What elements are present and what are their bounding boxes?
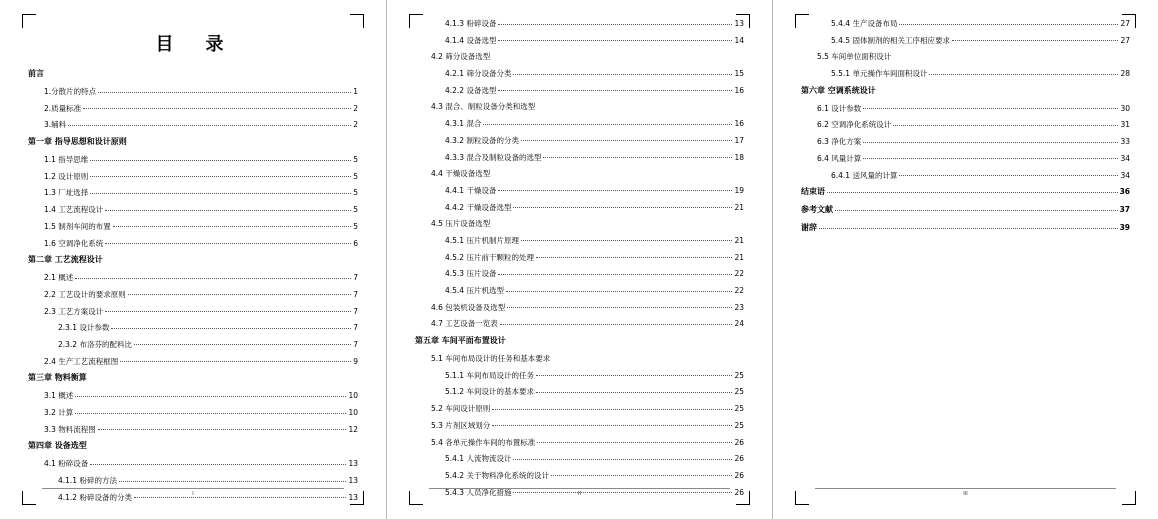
toc-dot-leader — [521, 138, 732, 141]
toc-entry-page-number: 21 — [734, 252, 744, 262]
toc-dot-leader — [90, 462, 346, 465]
toc-dot-leader — [89, 376, 356, 379]
toc-entry-page-number: 39 — [1119, 223, 1130, 233]
toc-entry-page-number: 13 — [348, 476, 358, 486]
toc-entry-label: 5.1 车间布局设计的任务和基本要求 — [431, 354, 551, 364]
toc-entry-label: 3.3 物料流程图 — [44, 424, 96, 434]
toc-dot-leader — [507, 305, 732, 308]
toc-entry-label: 4.4 干燥设备选型 — [431, 169, 491, 179]
toc-dot-leader — [90, 191, 351, 194]
toc-entry-page-number: 30 — [1120, 103, 1130, 113]
toc-entry-label: 4.1 粉碎设备 — [44, 459, 89, 469]
toc-entry-page-number: 12 — [348, 424, 358, 434]
toc-entry[interactable] — [801, 155, 1130, 163]
toc-entry-label: 3.辅料 — [44, 120, 67, 130]
toc-entry-label: 1.2 设计原则 — [44, 171, 89, 181]
toc-entry-page-number: 34 — [1120, 153, 1130, 163]
toc-entry-page-number: 2 — [353, 103, 358, 113]
toc-entry-page-number: 26 — [734, 454, 744, 464]
toc-dot-leader — [878, 88, 1128, 91]
toc-entry-label: 4.3.1 混合 — [445, 119, 482, 129]
toc-entry-label: 3.1 概述 — [44, 391, 74, 401]
toc-entry-label: 4.5.4 压片机选型 — [445, 286, 504, 295]
toc-dot-leader — [536, 390, 732, 393]
toc-dot-leader — [552, 357, 742, 360]
footer-rule — [42, 488, 343, 489]
toc-entry-page-number: 25 — [734, 404, 744, 414]
toc-entry-page-number: 13 — [348, 492, 358, 502]
toc-entry-page-number: 14 — [734, 35, 744, 45]
toc-entry-label: 5.2 车间设计原则 — [431, 404, 491, 414]
toc-dot-leader — [819, 226, 1118, 229]
toc-entry-label: 1.分散片的特点 — [44, 87, 97, 96]
toc-dot-leader — [498, 188, 732, 191]
toc-entry-page-number: 19 — [734, 185, 744, 195]
toc-entry-page-number: 22 — [734, 269, 744, 279]
toc-dot-leader — [863, 140, 1118, 143]
toc-dot-leader — [89, 444, 356, 447]
toc-list — [28, 70, 358, 501]
toc-entry-label: 2.质量标准 — [44, 103, 82, 113]
toc-entry-label: 4.3.3 混合及制粒设备的选型 — [445, 152, 542, 162]
footer-rule — [815, 488, 1115, 489]
toc-entry-page-number: 22 — [734, 286, 744, 295]
toc-entry[interactable] — [28, 223, 358, 231]
toc-entry[interactable] — [415, 220, 744, 228]
toc-dot-leader — [98, 427, 347, 430]
toc-entry-label: 第三章 物料衡算 — [28, 373, 87, 383]
toc-entry-label: 第四章 设备选型 — [28, 441, 87, 451]
toc-entry-page-number: 33 — [1120, 137, 1130, 147]
toc-dot-leader — [863, 156, 1118, 159]
toc-entry[interactable] — [801, 87, 1130, 95]
toc-entry-label: 5.4 各单元操作车间的布置标准 — [431, 437, 536, 447]
toc-entry-page-number: 1 — [353, 87, 358, 96]
toc-entry-page-number: 13 — [348, 459, 358, 469]
toc-dot-leader — [83, 106, 351, 109]
toc-entry[interactable] — [415, 87, 744, 95]
toc-entry-label: 4.2.1 筛分设备分类 — [445, 69, 512, 79]
toc-entry-label: 5.1.2 车间设计的基本要求 — [445, 387, 534, 397]
toc-entry[interactable] — [28, 442, 358, 450]
toc-entry[interactable] — [28, 374, 358, 382]
toc-dot-leader — [521, 238, 732, 241]
toc-entry-label: 2.2 工艺设计的要求原则 — [44, 289, 126, 299]
toc-dot-leader — [508, 339, 742, 342]
toc-dot-leader — [105, 309, 351, 312]
toc-entry-label: 6.2 空调净化系统设计 — [817, 120, 892, 130]
toc-entry[interactable] — [801, 206, 1130, 214]
toc-entry[interactable] — [28, 409, 358, 417]
toc-entry-page-number: 24 — [734, 319, 744, 329]
toc-entry[interactable] — [801, 70, 1130, 78]
toc-list — [801, 20, 1130, 232]
toc-entry-label: 5.5.1 单元操作车间面积设计 — [831, 69, 928, 79]
toc-entry[interactable] — [28, 105, 358, 113]
toc-dot-leader — [498, 272, 732, 275]
toc-entry-page-number: 10 — [348, 408, 358, 417]
toc-entry-page-number: 23 — [734, 302, 744, 312]
toc-entry[interactable] — [415, 237, 744, 245]
toc-entry[interactable] — [415, 287, 744, 295]
toc-entry-page-number: 27 — [1120, 35, 1130, 45]
toc-entry[interactable] — [415, 337, 744, 345]
toc-entry-label: 2.1 概述 — [44, 273, 74, 283]
toc-entry-label: 5.5 车间单位面积设计 — [817, 52, 892, 62]
toc-entry-label: 1.3 厂址选择 — [44, 188, 89, 198]
toc-dot-leader — [492, 222, 742, 225]
toc-entry[interactable] — [28, 477, 358, 485]
toc-entry-page-number: 2 — [353, 120, 358, 130]
toc-entry-label: 4.5 压片设备选型 — [431, 219, 491, 229]
toc-entry-page-number: 27 — [1120, 19, 1130, 28]
toc-entry-label: 结束语 — [801, 187, 825, 197]
toc-entry[interactable] — [801, 172, 1130, 180]
toc-dot-leader — [537, 105, 742, 108]
toc-entry[interactable] — [415, 455, 744, 463]
toc-dot-leader — [827, 190, 1118, 193]
toc-entry[interactable] — [801, 121, 1130, 129]
toc-entry-page-number: 21 — [734, 235, 744, 245]
toc-dot-leader — [498, 22, 732, 25]
toc-entry-page-number: 6 — [353, 238, 358, 248]
toc-entry[interactable] — [28, 358, 358, 366]
toc-entry-page-number: 25 — [734, 420, 744, 430]
toc-entry-page-number: 5 — [353, 155, 358, 165]
toc-entry-page-number: 7 — [353, 323, 358, 333]
toc-entry[interactable] — [28, 189, 358, 197]
toc-list — [415, 20, 744, 496]
toc-entry-label: 5.4.5 固体制剂的相关工序相应要求 — [831, 35, 950, 45]
toc-entry-page-number: 28 — [1120, 69, 1130, 79]
toc-entry-label: 6.1 设计参数 — [817, 103, 862, 113]
toc-entry[interactable] — [28, 156, 358, 164]
toc-dot-leader — [105, 208, 351, 211]
toc-entry-label: 4.1.1 粉碎的方法 — [58, 476, 117, 486]
toc-entry[interactable] — [801, 138, 1130, 146]
toc-dot-leader — [929, 72, 1118, 75]
toc-dot-leader — [492, 423, 732, 426]
footer-page-number: III — [963, 491, 968, 497]
toc-dot-leader — [75, 394, 346, 397]
footer-page-number: I — [192, 491, 194, 497]
toc-entry-label: 4.2.2 设备选型 — [445, 85, 497, 95]
toc-entry[interactable] — [415, 187, 744, 195]
toc-entry-label: 1.4 工艺流程设计 — [44, 205, 104, 215]
toc-dot-leader — [483, 122, 732, 125]
toc-dot-leader — [129, 140, 356, 143]
toc-entry-label: 6.4.1 送风量的计算 — [831, 170, 898, 180]
toc-entry-label: 1.5 制剂车间的布置 — [44, 221, 111, 231]
toc-dot-leader — [543, 155, 732, 158]
toc-entry[interactable] — [415, 304, 744, 312]
toc-entry[interactable] — [415, 320, 744, 328]
toc-entry-page-number: 16 — [734, 119, 744, 129]
toc-entry-label: 4.2 筛分设备选型 — [431, 52, 491, 62]
toc-entry[interactable] — [28, 138, 358, 146]
document-page[interactable] — [386, 0, 772, 519]
toc-dot-leader — [513, 457, 732, 460]
page-footer — [0, 488, 386, 497]
toc-entry-page-number: 25 — [734, 370, 744, 380]
toc-entry[interactable] — [415, 120, 744, 128]
page-footer — [773, 488, 1158, 497]
toc-entry-page-number: 16 — [734, 85, 744, 95]
toc-entry-page-number: 36 — [1119, 187, 1130, 197]
toc-entry-label: 4.6 包装机设备及选型 — [431, 302, 506, 312]
toc-entry[interactable] — [28, 206, 358, 214]
toc-entry-page-number: 31 — [1120, 120, 1130, 130]
toc-entry-label: 2.3 工艺方案设计 — [44, 306, 104, 316]
toc-entry[interactable] — [28, 308, 358, 316]
toc-entry[interactable] — [415, 137, 744, 145]
toc-entry[interactable] — [801, 53, 1130, 61]
toc-entry-label: 5.4.1 人流物流设计 — [445, 454, 512, 464]
toc-entry-page-number: 7 — [353, 306, 358, 316]
toc-entry[interactable] — [415, 20, 744, 28]
toc-entry-page-number: 5 — [353, 205, 358, 215]
toc-entry-page-number: 26 — [734, 487, 744, 497]
page-content — [801, 20, 1130, 491]
toc-dot-leader — [113, 224, 351, 227]
toc-entry-page-number: 13 — [734, 19, 744, 28]
toc-entry-label: 3.2 计算 — [44, 408, 74, 417]
toc-entry-page-number: 18 — [734, 152, 744, 162]
toc-dot-leader — [893, 55, 1128, 58]
toc-entry-page-number: 34 — [1120, 170, 1130, 180]
toc-entry-label: 6.3 净化方案 — [817, 137, 862, 147]
toc-entry[interactable] — [28, 121, 358, 129]
page-footer — [387, 488, 772, 497]
toc-entry-label: 谢辞 — [801, 223, 817, 233]
toc-dot-leader — [105, 258, 356, 261]
toc-entry[interactable] — [801, 105, 1130, 113]
toc-entry[interactable] — [415, 405, 744, 413]
toc-dot-leader — [899, 22, 1118, 25]
toc-dot-leader — [120, 359, 351, 362]
toc-entry-page-number: 5 — [353, 221, 358, 231]
toc-entry[interactable] — [28, 392, 358, 400]
toc-entry[interactable] — [415, 388, 744, 396]
toc-dot-leader — [536, 373, 732, 376]
toc-entry[interactable] — [415, 53, 744, 61]
toc-dot-leader — [498, 88, 732, 91]
toc-dot-leader — [105, 241, 351, 244]
toc-entry-page-number: 7 — [353, 273, 358, 283]
toc-entry-label: 前言 — [28, 69, 44, 78]
toc-entry-page-number: 26 — [734, 437, 744, 447]
toc-entry[interactable] — [801, 224, 1130, 232]
toc-entry-page-number: 5 — [353, 188, 358, 198]
toc-entry-label: 4.3.2 制粒设备的分类 — [445, 135, 519, 145]
toc-entry[interactable] — [28, 240, 358, 248]
toc-entry-label: 4.3 混合、制粒设备分类和选型 — [431, 102, 536, 112]
footer-page-number: II — [578, 491, 581, 497]
toc-dot-leader — [90, 158, 351, 161]
toc-entry-label: 4.4.1 干燥设备 — [445, 185, 497, 195]
toc-entry-label: 5.4.2 关于物料净化系统的设计 — [445, 470, 549, 480]
toc-entry-label: 4.1.3 粉碎设备 — [445, 19, 497, 28]
toc-entry-page-number: 7 — [353, 289, 358, 299]
page-content — [28, 20, 358, 502]
toc-entry-label: 4.5.1 压片机制片原理 — [445, 235, 519, 245]
toc-entry-label: 5.4.3 人员净化措施 — [445, 487, 512, 497]
toc-entry[interactable] — [415, 37, 744, 45]
toc-dot-leader — [134, 342, 351, 345]
toc-dot-leader — [68, 123, 351, 126]
toc-dot-leader — [111, 326, 351, 329]
toc-dot-leader — [128, 292, 351, 295]
toc-dot-leader — [500, 322, 733, 325]
toc-entry[interactable] — [28, 173, 358, 181]
toc-entry[interactable] — [28, 324, 358, 332]
toc-entry-page-number: 25 — [734, 387, 744, 397]
toc-dot-leader — [90, 174, 351, 177]
toc-entry[interactable] — [801, 37, 1130, 45]
toc-entry[interactable] — [415, 372, 744, 380]
toc-entry-page-number: 7 — [353, 339, 358, 349]
toc-entry-page-number: 10 — [348, 391, 358, 401]
toc-dot-leader — [835, 208, 1118, 211]
toc-entry-page-number: 37 — [1119, 205, 1130, 215]
toc-entry-label: 1.6 空调净化系统 — [44, 238, 104, 248]
toc-entry-page-number: 17 — [734, 135, 744, 145]
toc-dot-leader — [952, 38, 1118, 41]
toc-entry-label: 4.5.3 压片设备 — [445, 269, 497, 279]
page-title: 目 录 — [155, 34, 231, 55]
toc-dot-leader — [119, 479, 346, 482]
toc-dot-leader — [506, 289, 732, 292]
toc-entry[interactable] — [415, 355, 744, 363]
toc-entry-page-number: 9 — [353, 356, 358, 366]
toc-dot-leader — [498, 38, 732, 41]
toc-entry[interactable] — [415, 70, 744, 78]
toc-entry[interactable] — [28, 88, 358, 96]
toc-entry[interactable] — [415, 170, 744, 178]
toc-dot-leader — [513, 205, 732, 208]
toc-dot-leader — [492, 172, 742, 175]
toc-entry[interactable] — [28, 426, 358, 434]
toc-dot-leader — [75, 276, 351, 279]
toc-entry[interactable] — [28, 291, 358, 299]
toc-entry-label: 1.1 指导思维 — [44, 155, 89, 165]
toc-entry-page-number: 21 — [734, 202, 744, 212]
toc-entry-label: 第六章 空调系统设计 — [801, 85, 876, 95]
toc-entry-label: 第二章 工艺流程设计 — [28, 255, 103, 265]
toc-dot-leader — [899, 173, 1118, 176]
toc-entry-label: 4.5.2 压片前干颗粒的处理 — [445, 252, 534, 262]
toc-entry[interactable] — [415, 422, 744, 430]
toc-entry-label: 4.1.2 粉碎设备的分类 — [58, 492, 132, 502]
toc-entry[interactable] — [415, 103, 744, 111]
toc-entry[interactable] — [28, 460, 358, 468]
toc-entry-label: 4.1.4 设备选型 — [445, 35, 497, 45]
toc-entry[interactable] — [415, 439, 744, 447]
toc-entry-label: 4.4.2 干燥设备选型 — [445, 202, 512, 212]
toc-entry[interactable] — [415, 154, 744, 162]
toc-dot-leader — [551, 473, 732, 476]
toc-entry-label: 4.7 工艺设备一览表 — [431, 319, 498, 329]
toc-entry-page-number: 15 — [734, 69, 744, 79]
toc-dot-leader — [863, 106, 1118, 109]
toc-entry-label: 第五章 车间平面布置设计 — [415, 336, 506, 346]
toc-entry-label: 5.1.1 车间布局设计的任务 — [445, 370, 534, 380]
toc-entry-label: 2.3.1 设计参数 — [58, 323, 110, 333]
toc-entry-label: 参考文献 — [801, 205, 833, 215]
footer-rule — [429, 488, 729, 489]
page-content — [415, 19, 744, 497]
document-page[interactable] — [772, 0, 1158, 519]
toc-dot-leader — [537, 440, 732, 443]
toc-entry-page-number: 5 — [353, 171, 358, 181]
toc-entry[interactable] — [415, 270, 744, 278]
toc-dot-leader — [98, 90, 351, 93]
toc-entry[interactable] — [28, 256, 358, 264]
toc-dot-leader — [893, 123, 1118, 126]
toc-entry-label: 5.4.4 生产设备布局 — [831, 19, 898, 28]
toc-entry-label: 5.3 片剂区域划分 — [431, 420, 491, 430]
toc-entry[interactable] — [28, 341, 358, 349]
toc-entry[interactable] — [28, 274, 358, 282]
toc-dot-leader — [536, 255, 732, 258]
toc-entry[interactable] — [415, 204, 744, 212]
toc-entry-label: 2.4 生产工艺流程框图 — [44, 356, 119, 366]
toc-entry-label: 2.3.2 布洛芬的配料比 — [58, 339, 132, 349]
toc-dot-leader — [492, 407, 732, 410]
document-page[interactable] — [0, 0, 386, 519]
toc-entry[interactable] — [28, 70, 358, 78]
toc-entry[interactable] — [801, 188, 1130, 196]
toc-entry-label: 第一章 指导思想和设计原则 — [28, 137, 127, 147]
toc-dot-leader — [46, 72, 356, 75]
toc-dot-leader — [513, 72, 732, 75]
toc-dot-leader — [492, 55, 742, 58]
toc-entry-label: 6.4 风量计算 — [817, 153, 862, 163]
toc-entry[interactable] — [415, 472, 744, 480]
toc-entry[interactable] — [415, 254, 744, 262]
toc-entry-page-number: 26 — [734, 470, 744, 480]
toc-entry[interactable] — [801, 20, 1130, 28]
toc-dot-leader — [75, 411, 346, 414]
